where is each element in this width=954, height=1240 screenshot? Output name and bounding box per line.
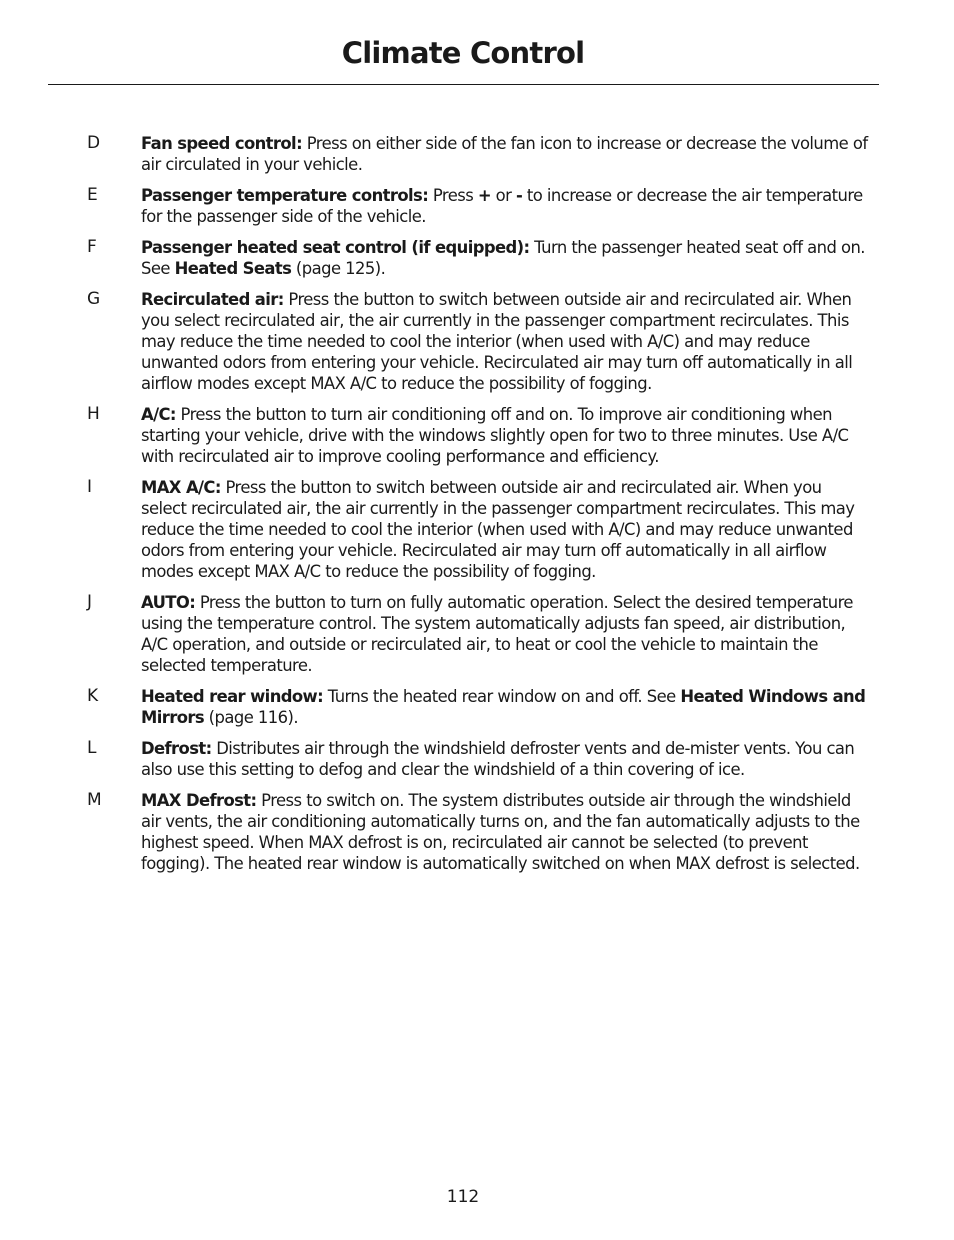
list-item-fan-speed bbox=[0, 133, 954, 175]
cross-reference-link[interactable]: Heated Windows and Mirrors bbox=[141, 687, 866, 727]
item-description bbox=[141, 686, 869, 728]
item-letter: G bbox=[87, 289, 101, 309]
list-item-heated-rear-window bbox=[0, 686, 954, 728]
item-description bbox=[141, 477, 869, 582]
item-text: Distributes air through the windshield defroster vents and de-mister vents. You can also use this setting to defog and clear the windshield of a thin covering of ice. bbox=[141, 739, 855, 779]
item-text: Press on either side of the fan icon to increase or decrease the volume of air circulated in your vehicle. bbox=[141, 134, 868, 174]
item-letter: F bbox=[87, 237, 97, 257]
item-description bbox=[141, 592, 869, 676]
item-text: Press to switch on. The system distributes outside air through the windshield air vents, the air conditioning automatically turns on, and the fan automatically adjusts to the highest speed. When MAX defrost is on, recirculated air cannot be selected (to prevent fogging). The heated rear window is automatically switched on when MAX defrost is selected. bbox=[141, 791, 860, 873]
control-descriptions-list bbox=[0, 133, 954, 884]
list-item-defrost bbox=[0, 738, 954, 780]
item-description bbox=[141, 237, 869, 279]
item-text: Press bbox=[428, 186, 478, 205]
list-item-passenger-heated-seat bbox=[0, 237, 954, 279]
item-description bbox=[141, 185, 869, 227]
plus-symbol: + bbox=[477, 186, 492, 205]
page-reference: (page 116). bbox=[204, 708, 299, 727]
item-label: Fan speed control: bbox=[141, 134, 303, 153]
item-description bbox=[141, 790, 869, 874]
item-label: Passenger heated seat control (if equipped): bbox=[141, 238, 530, 257]
item-text: Press the button to switch between outside air and recirculated air. When you select recirculated air, the air currently in the passenger compartment recirculates. This may reduce the time needed to cool the interior (when used with A/C) and may reduce unwanted odors from entering your vehicle. Recirculated air may turn off automatically in all airflow modes except MAX A/C to reduce the possibility of fogging. bbox=[141, 290, 853, 393]
item-label: Heated rear window: bbox=[141, 687, 324, 706]
item-letter: D bbox=[87, 133, 101, 153]
item-letter: I bbox=[87, 477, 93, 497]
item-label: A/C: bbox=[141, 405, 176, 424]
item-letter: K bbox=[87, 686, 99, 706]
item-text: Turns the heated rear window on and off. See bbox=[323, 687, 681, 706]
list-item-passenger-temperature bbox=[0, 185, 954, 227]
title-divider bbox=[48, 84, 879, 85]
item-text: Press the button to turn on fully automatic operation. Select the desired temperature using the temperature control. The system automatically adjusts fan speed, air distribution, A/C operation, and outside or recirculated air, to heat or cool the vehicle to maintain the selected temperature. bbox=[141, 593, 853, 675]
minus-symbol: - bbox=[516, 186, 523, 205]
item-label: MAX Defrost: bbox=[141, 791, 257, 810]
item-label: Defrost: bbox=[141, 739, 212, 758]
item-letter: L bbox=[87, 738, 97, 758]
page-number: 112 bbox=[446, 1187, 480, 1207]
item-letter: J bbox=[87, 592, 93, 612]
list-item-recirculated-air bbox=[0, 289, 954, 394]
item-description bbox=[141, 289, 869, 394]
item-letter: H bbox=[87, 404, 100, 424]
item-text: or bbox=[491, 186, 517, 205]
item-description bbox=[141, 404, 869, 467]
list-item-max-ac bbox=[0, 477, 954, 582]
item-label: AUTO: bbox=[141, 593, 196, 612]
item-description bbox=[141, 738, 869, 780]
item-text: to increase or decrease the air temperature for the passenger side of the vehicle. bbox=[141, 186, 863, 226]
item-letter: M bbox=[87, 790, 102, 810]
item-text: Press the button to turn air conditioning off and on. To improve air conditioning when starting your vehicle, drive with the windows slightly open for two to three minutes. Use A/C with recirculated air to improve cooling performance and efficiency. bbox=[141, 405, 849, 466]
item-text: Turn the passenger heated seat off and on. See bbox=[141, 238, 865, 278]
list-item-max-defrost bbox=[0, 790, 954, 874]
item-label: Recirculated air: bbox=[141, 290, 284, 309]
item-label: Passenger temperature controls: bbox=[141, 186, 429, 205]
list-item-ac bbox=[0, 404, 954, 467]
cross-reference-link[interactable]: Heated Seats bbox=[174, 259, 292, 278]
item-letter: E bbox=[87, 185, 98, 205]
page-reference: (page 125). bbox=[291, 259, 386, 278]
item-label: MAX A/C: bbox=[141, 478, 221, 497]
item-description bbox=[141, 133, 869, 175]
item-text: Press the button to switch between outside air and recirculated air. When you select recirculated air, the air currently in the passenger compartment recirculates. This may reduce the time needed to cool the interior (when used with A/C) and may reduce unwanted odors from entering your vehicle. Recirculated air may turn off automatically in all airflow modes except MAX A/C to reduce the possibility of fogging. bbox=[141, 478, 855, 581]
list-item-auto bbox=[0, 592, 954, 676]
page-title: Climate Control bbox=[341, 36, 585, 70]
